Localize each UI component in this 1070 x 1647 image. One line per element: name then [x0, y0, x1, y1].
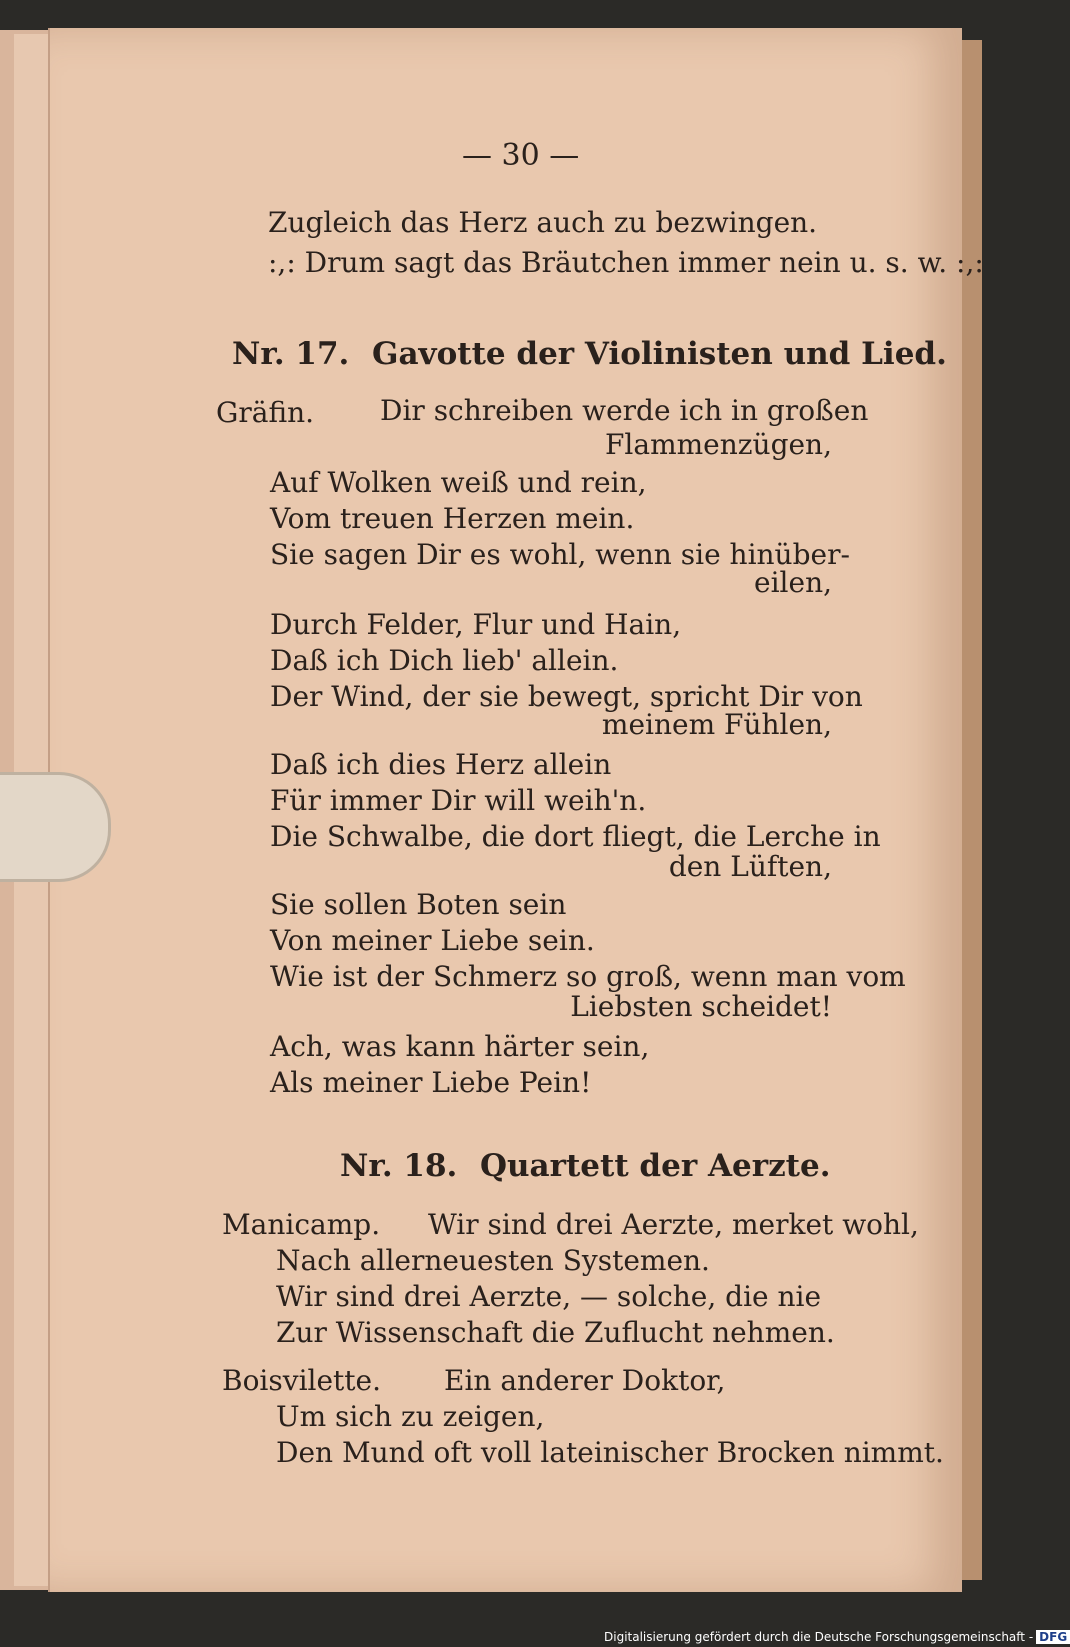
verse-line: Nach allerneuesten Systemen.: [276, 1244, 710, 1277]
verse-line: Für immer Dir will weih'n.: [270, 784, 647, 817]
verse-line: den Lüften,: [668, 850, 832, 883]
verse-line: Sie sollen Boten sein: [270, 888, 567, 921]
verse-line: Der Wind, der sie bewegt, spricht Dir von: [270, 680, 863, 713]
verse-line: Auf Wolken weiß und rein,: [270, 466, 647, 499]
section-title: Gavotte der Violinisten und Lied.: [372, 336, 947, 372]
verse-line: eilen,: [754, 566, 832, 599]
verse-line: meinem Fühlen,: [601, 708, 832, 741]
speaker-name: Boisvilette.: [222, 1364, 382, 1397]
section-title: Quartett der Aerzte.: [480, 1148, 831, 1184]
verse-line: Ach, was kann härter sein,: [270, 1030, 650, 1063]
credit-text: Digitalisierung gefördert durch die Deutsche Forschungsgemeinschaft -: [604, 1630, 1034, 1644]
page-clip: [0, 772, 111, 882]
digitization-credit: [604, 1630, 1070, 1647]
verse-line: Sie sagen Dir es wohl, wenn sie hinüber-: [270, 538, 850, 571]
verse-line: Als meiner Liebe Pein!: [270, 1066, 592, 1099]
verse-line: Wir sind drei Aerzte, merket wohl,: [428, 1208, 919, 1241]
verse-line: Von meiner Liebe sein.: [270, 924, 595, 957]
verse-line: Liebsten scheidet!: [570, 990, 832, 1023]
verse-line: Daß ich dies Herz allein: [270, 748, 612, 781]
speaker-name: Gräfin.: [216, 396, 315, 429]
verse-line: Daß ich Dich lieb' allein.: [270, 644, 619, 677]
verse-line: Durch Felder, Flur und Hain,: [270, 608, 682, 641]
text-line: :,: Drum sagt das Bräutchen immer nein u. s. w. :,:: [268, 246, 984, 279]
speaker-name: Manicamp.: [222, 1208, 381, 1241]
verse-line: Zur Wissenschaft die Zuflucht nehmen.: [276, 1316, 835, 1349]
verse-line: Flammenzügen,: [605, 428, 832, 461]
verse-line: Wie ist der Schmerz so groß, wenn man vom: [270, 960, 906, 993]
verse-line: Ein anderer Doktor,: [444, 1364, 726, 1397]
section-number: Nr. 17.: [232, 336, 350, 372]
verse-line: Wir sind drei Aerzte, — solche, die nie: [276, 1280, 822, 1313]
verse-line: Vom treuen Herzen mein.: [270, 502, 635, 535]
section-number: Nr. 18.: [340, 1148, 458, 1184]
dfg-logo: DFG: [1036, 1630, 1070, 1644]
verse-line: Um sich zu zeigen,: [276, 1400, 545, 1433]
verse-line: Dir schreiben werde ich in großen: [380, 394, 869, 427]
verse-line: Die Schwalbe, die dort fliegt, die Lerche in: [270, 820, 881, 853]
verse-line: Den Mund oft voll lateinischer Brocken nimmt.: [276, 1436, 944, 1469]
page-number: — 30 —: [462, 138, 580, 173]
text-line: Zugleich das Herz auch zu bezwingen.: [268, 206, 818, 239]
